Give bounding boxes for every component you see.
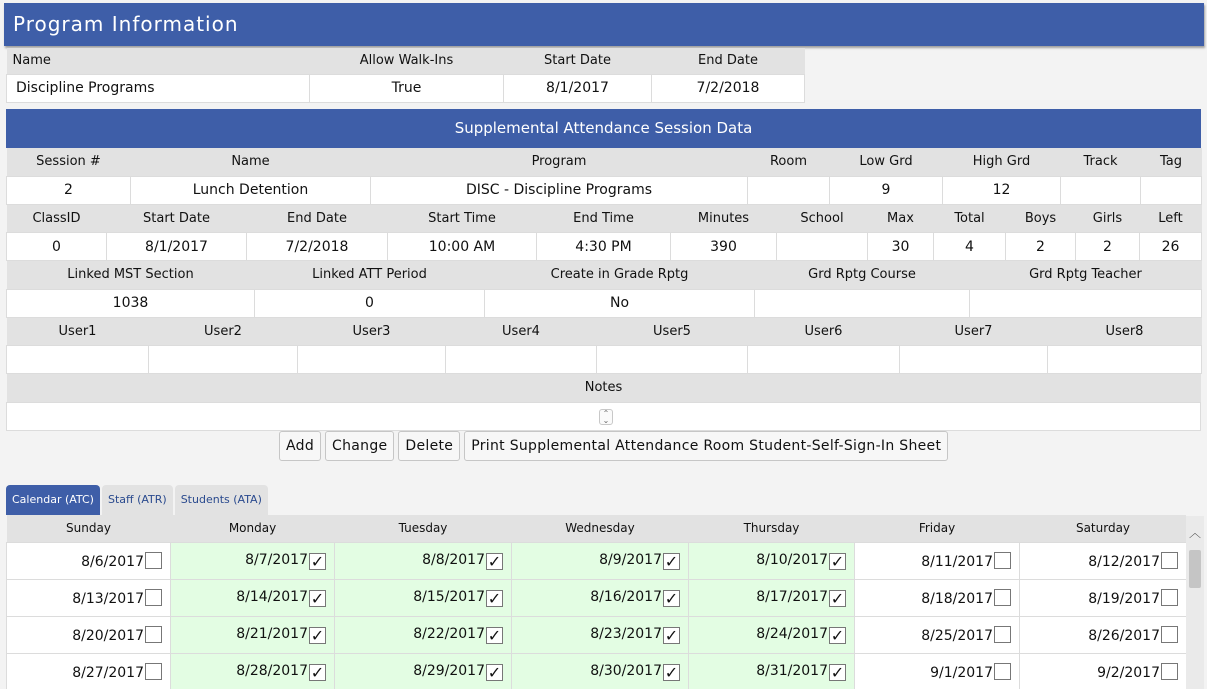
checked-checkbox-icon[interactable]: ✓	[830, 625, 845, 645]
session-num-field[interactable]: 2	[7, 176, 131, 204]
checked-checkbox-icon[interactable]: ✓	[310, 588, 325, 608]
checked-checkbox-icon[interactable]: ✓	[830, 588, 845, 608]
header-user7: User7	[900, 318, 1048, 346]
header-end-date: End Date	[247, 205, 388, 233]
calendar-day-cell	[171, 653, 335, 689]
header-girls: Girls	[1076, 205, 1140, 233]
day-header-tuesday: Tuesday	[335, 515, 512, 542]
calendar-date-label: 8/30/2017	[590, 662, 662, 679]
checkbox[interactable]	[994, 552, 1011, 569]
checked-checkbox-icon[interactable]: ✓	[310, 662, 325, 682]
calendar-date-label: 8/29/2017	[413, 662, 485, 679]
checked-checkbox-icon[interactable]: ✓	[664, 588, 679, 608]
session-track-field[interactable]	[1061, 176, 1141, 204]
calendar-panel	[6, 515, 1186, 689]
header-linked-mst: Linked MST Section	[7, 261, 255, 289]
calendar-date-label: 8/20/2017	[72, 627, 144, 644]
notes-value-row	[7, 402, 1201, 430]
header-max: Max	[868, 205, 934, 233]
end-time-field[interactable]: 4:30 PM	[537, 233, 671, 261]
boys-field: 2	[1006, 233, 1076, 261]
day-header-wednesday: Wednesday	[512, 515, 689, 542]
calendar-day-cell	[335, 542, 512, 579]
checked-checkbox-icon[interactable]: ✓	[310, 625, 325, 645]
checkbox[interactable]	[994, 589, 1011, 606]
user2-field[interactable]	[149, 346, 298, 374]
calendar-day-cell	[171, 542, 335, 579]
calendar-day-cell	[855, 653, 1020, 689]
calendar-day-cell	[335, 653, 512, 689]
calendar-date-label: 8/8/2017	[422, 551, 485, 568]
user3-field[interactable]	[298, 346, 446, 374]
header-grd-rptg-teacher: Grd Rptg Teacher	[970, 261, 1202, 289]
session-row3-values	[7, 289, 1202, 317]
session-low-grd-field[interactable]: 9	[830, 176, 943, 204]
session-program-field[interactable]: DISC - Discipline Programs	[371, 176, 748, 204]
calendar-day-cell	[1020, 616, 1187, 653]
session-row3-table	[6, 261, 1202, 318]
start-time-field[interactable]: 10:00 AM	[388, 233, 537, 261]
session-row2-values	[7, 233, 1202, 261]
calendar-day-cell	[1020, 542, 1187, 579]
calendar-date-label: 8/21/2017	[236, 625, 308, 642]
program-header-end: End Date	[652, 48, 805, 74]
calendar-date-label: 8/27/2017	[72, 664, 144, 681]
calendar-weeks	[7, 542, 1187, 689]
checked-checkbox-icon[interactable]: ✓	[310, 551, 325, 571]
day-header-sunday: Sunday	[7, 515, 171, 542]
program-end-value[interactable]: 7/2/2018	[652, 74, 805, 102]
grd-rptg-course-field[interactable]	[755, 289, 970, 317]
checked-checkbox-icon[interactable]: ✓	[830, 662, 845, 682]
header-classid: ClassID	[7, 205, 107, 233]
day-header-thursday: Thursday	[689, 515, 855, 542]
calendar-date-label: 8/23/2017	[590, 625, 662, 642]
calendar-day-cell	[689, 579, 855, 616]
program-info-table	[6, 48, 805, 103]
header-minutes: Minutes	[671, 205, 777, 233]
calendar-date-label: 8/24/2017	[756, 625, 828, 642]
create-grade-rptg-field[interactable]: No	[485, 289, 755, 317]
header-create-grade-rptg: Create in Grade Rptg	[485, 261, 755, 289]
user8-field[interactable]	[1048, 346, 1202, 374]
checkbox[interactable]	[994, 626, 1011, 643]
header-start-date: Start Date	[107, 205, 247, 233]
user6-field[interactable]	[748, 346, 900, 374]
header-name: Name	[131, 148, 371, 176]
session-row3-headers	[7, 261, 1202, 289]
calendar-date-label: 9/1/2017	[930, 664, 993, 681]
program-name-value[interactable]: Discipline Programs	[7, 74, 310, 102]
day-header-saturday: Saturday	[1020, 515, 1187, 542]
checked-checkbox-icon[interactable]: ✓	[664, 662, 679, 682]
calendar-date-label: 8/14/2017	[236, 588, 308, 605]
start-date-field[interactable]: 8/1/2017	[107, 233, 247, 261]
calendar-date-label: 8/18/2017	[921, 590, 993, 607]
checked-checkbox-icon[interactable]: ✓	[664, 625, 679, 645]
calendar-day-cell	[335, 616, 512, 653]
session-high-grd-field[interactable]: 12	[943, 176, 1061, 204]
day-header-monday: Monday	[171, 515, 335, 542]
user4-field[interactable]	[446, 346, 597, 374]
calendar-day-cell	[171, 616, 335, 653]
tab-strip	[6, 485, 268, 515]
calendar-date-label: 8/6/2017	[81, 553, 144, 570]
end-date-field[interactable]: 7/2/2018	[247, 233, 388, 261]
calendar-date-label: 8/25/2017	[921, 627, 993, 644]
calendar-day-cell	[855, 616, 1020, 653]
calendar-date-label: 9/2/2017	[1097, 664, 1160, 681]
calendar-day-cell	[7, 542, 171, 579]
header-user2: User2	[149, 318, 298, 346]
user5-field[interactable]	[597, 346, 748, 374]
calendar-date-label: 8/13/2017	[72, 590, 144, 607]
tab-calendar[interactable]: Calendar (ATC)	[6, 485, 100, 515]
checked-checkbox-icon[interactable]: ✓	[487, 625, 502, 645]
session-row4-values	[7, 346, 1202, 374]
header-low-grd: Low Grd	[830, 148, 943, 176]
calendar-day-cell	[7, 579, 171, 616]
calendar-date-label: 8/10/2017	[756, 551, 828, 568]
header-end-time: End Time	[537, 205, 671, 233]
checked-checkbox-icon[interactable]: ✓	[830, 551, 845, 571]
header-boys: Boys	[1006, 205, 1076, 233]
checkbox[interactable]	[145, 552, 162, 569]
calendar-day-cell	[1020, 653, 1187, 689]
checked-checkbox-icon[interactable]: ✓	[487, 588, 502, 608]
program-header-walkins: Allow Walk-Ins	[310, 48, 504, 74]
calendar-date-label: 8/31/2017	[756, 662, 828, 679]
session-row4-headers	[7, 318, 1202, 346]
calendar-date-label: 8/16/2017	[590, 588, 662, 605]
calendar-week-row	[7, 542, 1187, 579]
header-left: Left	[1140, 205, 1202, 233]
header-grd-rptg-course: Grd Rptg Course	[755, 261, 970, 289]
program-header-name: Name	[7, 48, 310, 74]
page-title: Program Information	[4, 3, 1204, 46]
resize-stepper-icon[interactable]: ⌃ ⌄	[599, 409, 613, 425]
calendar-date-label: 8/19/2017	[1088, 590, 1160, 607]
calendar-day-cell	[512, 542, 689, 579]
header-school: School	[777, 205, 868, 233]
session-row2-headers	[7, 205, 1202, 233]
calendar-week-row	[7, 616, 1187, 653]
calendar-week-row	[7, 653, 1187, 689]
calendar-day-cell	[689, 542, 855, 579]
calendar-day-cell	[855, 579, 1020, 616]
checkbox[interactable]	[145, 663, 162, 680]
calendar-date-label: 8/11/2017	[921, 553, 993, 570]
action-buttons	[279, 431, 948, 461]
header-user3: User3	[298, 318, 446, 346]
header-session-num: Session #	[7, 148, 131, 176]
day-header-friday: Friday	[855, 515, 1020, 542]
calendar-week-row	[7, 579, 1187, 616]
grd-rptg-teacher-field[interactable]	[970, 289, 1202, 317]
header-user1: User1	[7, 318, 149, 346]
calendar-date-label: 8/22/2017	[413, 625, 485, 642]
header-user4: User4	[446, 318, 597, 346]
calendar-day-cell	[689, 653, 855, 689]
calendar-date-label: 8/15/2017	[413, 588, 485, 605]
calendar-day-cell	[689, 616, 855, 653]
calendar-day-cell	[512, 653, 689, 689]
header-user5: User5	[597, 318, 748, 346]
calendar-day-headers	[7, 515, 1187, 542]
girls-field: 2	[1076, 233, 1140, 261]
header-total: Total	[934, 205, 1006, 233]
calendar-date-label: 8/26/2017	[1088, 627, 1160, 644]
calendar-day-cell	[7, 653, 171, 689]
checkbox[interactable]	[1161, 663, 1178, 680]
header-notes: Notes	[7, 374, 1201, 402]
header-user8: User8	[1048, 318, 1202, 346]
program-header-row	[7, 48, 805, 74]
header-tag: Tag	[1141, 148, 1202, 176]
program-value-row	[7, 74, 805, 102]
calendar-scrollbar[interactable]	[1186, 516, 1204, 689]
session-section-title: Supplemental Attendance Session Data	[6, 109, 1201, 148]
checked-checkbox-icon[interactable]: ✓	[487, 662, 502, 682]
checkbox[interactable]	[1161, 552, 1178, 569]
checkbox[interactable]	[994, 663, 1011, 680]
calendar-day-cell	[512, 616, 689, 653]
delete-button[interactable]: Delete	[398, 431, 460, 461]
calendar-day-cell	[335, 579, 512, 616]
session-row1-values	[7, 176, 1202, 204]
calendar-date-label: 8/7/2017	[245, 551, 308, 568]
checkbox[interactable]	[1161, 589, 1178, 606]
calendar-day-cell	[855, 542, 1020, 579]
header-room: Room	[748, 148, 830, 176]
print-sign-in-sheet-button[interactable]: Print Supplemental Attendance Room Student-Self-Sign-In Sheet	[464, 431, 948, 461]
change-button[interactable]: Change	[325, 431, 394, 461]
program-walkins-value[interactable]: True	[310, 74, 504, 102]
linked-mst-field[interactable]: 1038	[7, 289, 255, 317]
session-row1-table	[6, 148, 1202, 205]
add-button[interactable]: Add	[279, 431, 321, 461]
user1-field[interactable]	[7, 346, 149, 374]
header-track: Track	[1061, 148, 1141, 176]
checkbox[interactable]	[1161, 626, 1178, 643]
header-high-grd: High Grd	[943, 148, 1061, 176]
scroll-up-icon[interactable]: ︿	[1188, 526, 1201, 540]
tab-students[interactable]: Students (ATA)	[175, 485, 268, 515]
session-name-field[interactable]: Lunch Detention	[131, 176, 371, 204]
header-user6: User6	[748, 318, 900, 346]
calendar-day-cell	[171, 579, 335, 616]
session-row1-headers	[7, 148, 1202, 176]
linked-att-field[interactable]: 0	[255, 289, 485, 317]
program-start-value[interactable]: 8/1/2017	[504, 74, 652, 102]
calendar-date-label: 8/12/2017	[1088, 553, 1160, 570]
user7-field[interactable]	[900, 346, 1048, 374]
checkbox[interactable]	[145, 626, 162, 643]
notes-header-row	[7, 374, 1201, 402]
calendar-date-label: 8/17/2017	[756, 588, 828, 605]
classid-field[interactable]: 0	[7, 233, 107, 261]
header-start-time: Start Time	[388, 205, 537, 233]
calendar-table	[6, 515, 1186, 689]
header-program: Program	[371, 148, 748, 176]
session-data-grid	[6, 148, 1201, 431]
checkbox[interactable]	[145, 589, 162, 606]
checked-checkbox-icon[interactable]: ✓	[487, 551, 502, 571]
program-header-start: Start Date	[504, 48, 652, 74]
total-field: 4	[934, 233, 1006, 261]
calendar-day-cell	[512, 579, 689, 616]
calendar-day-cell	[1020, 579, 1187, 616]
session-tag-field[interactable]	[1141, 176, 1202, 204]
session-row2-table	[6, 205, 1202, 262]
session-room-field[interactable]	[748, 176, 830, 204]
session-notes-table	[6, 374, 1201, 431]
calendar-date-label: 8/28/2017	[236, 662, 308, 679]
calendar-day-cell	[7, 616, 171, 653]
tab-staff[interactable]: Staff (ATR)	[102, 485, 173, 515]
minutes-field[interactable]: 390	[671, 233, 777, 261]
scroll-thumb[interactable]	[1189, 550, 1201, 588]
session-row4-table	[6, 318, 1202, 375]
school-field[interactable]	[777, 233, 868, 261]
checked-checkbox-icon[interactable]: ✓	[664, 551, 679, 571]
calendar-date-label: 8/9/2017	[599, 551, 662, 568]
max-field[interactable]: 30	[868, 233, 934, 261]
notes-field[interactable]	[7, 402, 1201, 430]
header-linked-att: Linked ATT Period	[255, 261, 485, 289]
left-field: 26	[1140, 233, 1202, 261]
